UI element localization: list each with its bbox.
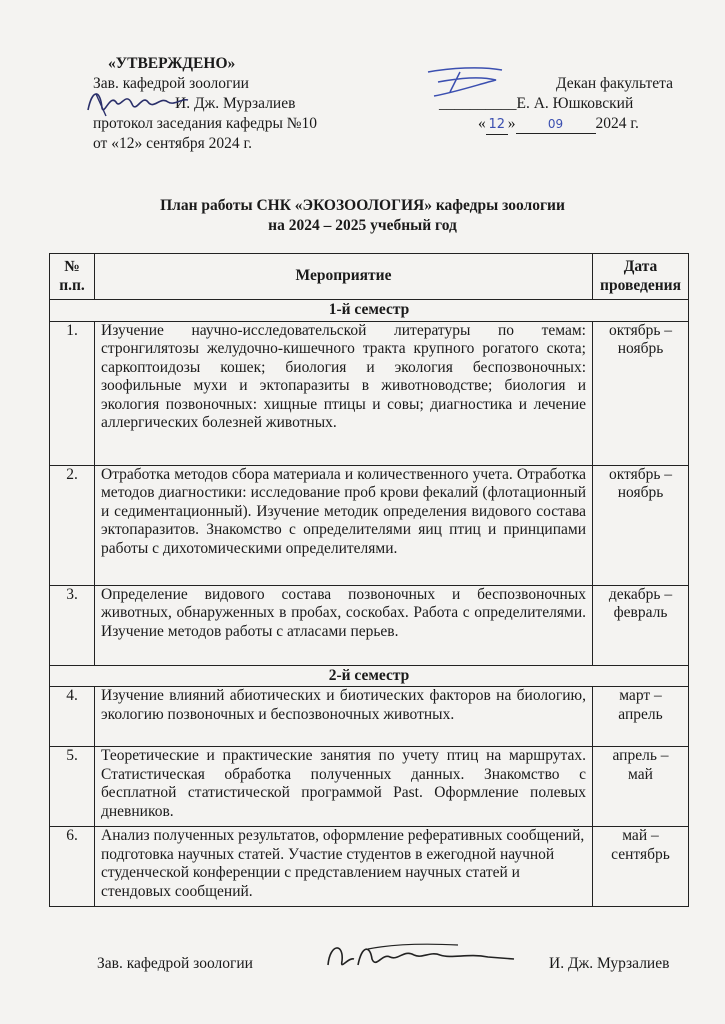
dean-date-mid: » bbox=[507, 115, 516, 132]
row-activity: Анализ полученных результатов, оформление реферативных сообщений, подготовка научных статей. Участие студентов в ежегодной научной студенческой конференции с представлением научных статей и стендовых сообщений. bbox=[95, 827, 593, 907]
table-row bbox=[50, 747, 689, 827]
dean-position: Декан факультета bbox=[556, 75, 673, 92]
dean-date bbox=[478, 115, 639, 135]
page-subtitle: на 2024 – 2025 учебный год bbox=[268, 217, 457, 234]
dean-signature bbox=[420, 62, 520, 102]
page-title: План работы СНК «ЭКОЗООЛОГИЯ» кафедры зоологии bbox=[160, 197, 565, 214]
row-date: апрель – май bbox=[593, 747, 689, 827]
dean-name: __________Е. А. Юшковский bbox=[439, 95, 634, 112]
table-row bbox=[50, 687, 689, 747]
row-num: 4. bbox=[50, 687, 95, 747]
dean-date-suffix: 2024 г. bbox=[595, 115, 639, 132]
approval-date: от «12» сентября 2024 г. bbox=[93, 135, 253, 152]
row-date: май – сентябрь bbox=[593, 827, 689, 907]
header-activity: Мероприятие bbox=[95, 254, 593, 300]
footer-name: И. Дж. Мурзалиев bbox=[549, 955, 670, 972]
approval-name: И. Дж. Мурзалиев bbox=[175, 95, 296, 112]
semester-1-label: 1-й семестр bbox=[50, 300, 689, 322]
row-num: 1. bbox=[50, 321, 95, 465]
row-activity: Изучение влияний абиотических и биотических факторов на биологию, экологию позвоночных и беспозвоночных животных. bbox=[95, 687, 593, 747]
approval-position: Зав. кафедрой зоологии bbox=[93, 75, 249, 92]
table-row bbox=[50, 321, 689, 465]
dean-date-day: 12 bbox=[486, 116, 508, 135]
table-row bbox=[50, 465, 689, 585]
head-signature-top bbox=[82, 80, 192, 122]
dean-date-prefix: « bbox=[478, 115, 486, 132]
plan-table bbox=[49, 253, 689, 907]
semester-2-label: 2-й семестр bbox=[50, 665, 689, 687]
semester-row bbox=[50, 665, 689, 687]
header-date: Дата проведения bbox=[593, 254, 689, 300]
approval-stamp: «УТВЕРЖДЕНО» bbox=[108, 55, 236, 72]
row-activity: Отработка методов сбора материала и количественного учета. Отработка методов диагностики: исследование проб крови фекалий (флотационный и седиментационный). Изучение методик определения видового состава эктопаразитов. Знакомство с определителями яиц птиц и принципами работы с дихотомическими определителями. bbox=[95, 465, 593, 585]
header-num: № п.п. bbox=[50, 254, 95, 300]
row-date: март – апрель bbox=[593, 687, 689, 747]
row-num: 6. bbox=[50, 827, 95, 907]
approval-protocol: протокол заседания кафедры №10 bbox=[93, 115, 318, 132]
row-date: декабрь – февраль bbox=[593, 585, 689, 665]
semester-row bbox=[50, 300, 689, 322]
row-num: 5. bbox=[50, 747, 95, 827]
table-row bbox=[50, 827, 689, 907]
row-activity: Теоретические и практические занятия по учету птиц на маршрутах. Статистическая обработка полученных данных. Знакомство с бесплатной статистической программой Past. Оформление полевых дневников. bbox=[95, 747, 593, 827]
row-num: 3. bbox=[50, 585, 95, 665]
row-activity: Определение видового состава позвоночных и беспозвоночных животных, обнаруженных в пробах, соскобах. Работа с определителями. Изучение методов работы с атласами перьев. bbox=[95, 585, 593, 665]
row-activity: Изучение научно-исследовательской литературы по темам: стронгилятозы желудочно-кишечного тракта крупного рогатого скота; саркоптоидозы кошек; биология и экология беспозвоночных: зоофильные мухи и эктопаразиты в животноводстве; биология и экология позвоночных: хищные птицы и совы; диагностика и лечение аллергических болезней животных. bbox=[95, 321, 593, 465]
row-date: октябрь – ноябрь bbox=[593, 321, 689, 465]
table-row bbox=[50, 585, 689, 665]
footer-signature bbox=[318, 935, 518, 980]
dean-date-month: 09 bbox=[516, 115, 596, 134]
row-num: 2. bbox=[50, 465, 95, 585]
row-date: октябрь – ноябрь bbox=[593, 465, 689, 585]
footer-position: Зав. кафедрой зоологии bbox=[97, 955, 253, 972]
table-header-row bbox=[50, 254, 689, 300]
